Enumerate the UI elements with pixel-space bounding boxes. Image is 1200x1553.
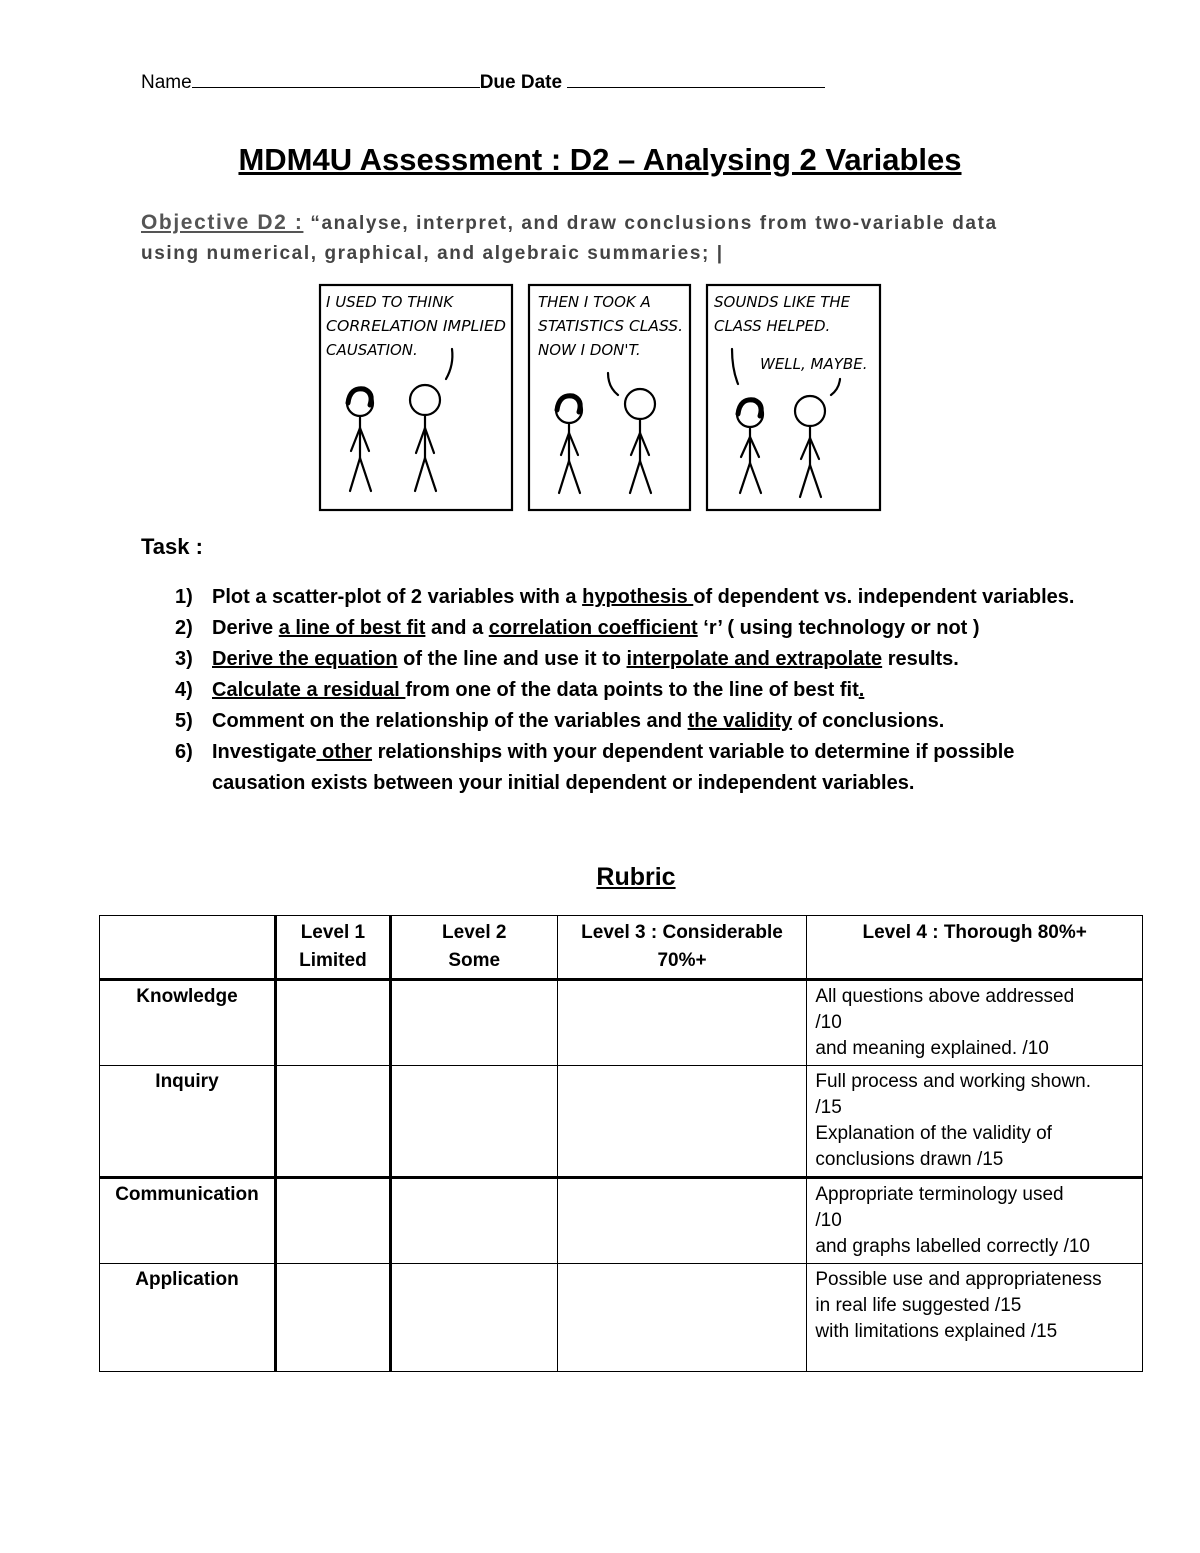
task-number: 5) [175,710,193,732]
rubric-category: Knowledge [100,980,276,1066]
task-text: and a [425,617,489,639]
due-date-field[interactable] [567,73,825,88]
task-text: the validity [687,710,793,732]
task-text: correlation coefficient [488,617,698,639]
task-text: Plot a scatter-plot of 2 variables with a [212,586,583,608]
task-text: of the line and use it to [397,648,627,670]
rubric-desc-line: Appropriate terminology used [815,1184,1064,1205]
comic-text-3a: SOUNDS LIKE THE [714,293,851,311]
objective-label: Objective D2 : [141,211,304,234]
comic-figure-man [410,385,440,491]
rubric-header-level3: Level 3 : Considerable 70%+ [557,916,807,980]
comic-text-3c: WELL, MAYBE. [760,355,868,373]
task-number: 1) [175,586,193,608]
task-number: 3) [175,648,193,670]
rubric-cell [275,1178,390,1264]
task-item [175,675,1075,706]
task-text: relationships with your dependent variable to determine if possible causation exists between your initial dependent or independent variables. [212,741,1015,794]
name-field[interactable] [192,73,480,88]
comic-text-2b: STATISTICS CLASS. [538,317,683,335]
comic-figure-woman [347,389,373,491]
rubric-cell [390,1178,557,1264]
comic-text-1b: CORRELATION IMPLIED [326,317,506,335]
rubric-row-communication [100,1178,1143,1264]
rubric-header-blank [100,916,276,980]
rubric-desc-line: Explanation of the validity of [815,1123,1052,1144]
rubric-cell [275,1264,390,1372]
task-text: other [316,741,373,763]
task-text: interpolate and extrapolate [626,648,883,670]
task-item [175,582,1075,613]
comic-text-1c: CAUSATION. [326,341,418,359]
rubric-cell [390,1264,557,1372]
task-text: Derive [212,617,279,639]
rubric-header-level2: Level 2 Some [390,916,557,980]
task-text: ‘r’ ( using technology or not ) [697,617,980,639]
task-text: from one of the data points to the line of best fit [405,679,859,701]
task-list [175,582,1075,799]
rubric-category: Communication [100,1178,276,1264]
rubric-cell [557,1066,807,1178]
rubric-level4-desc [807,1066,1143,1178]
rubric-desc-line: /10 [815,1012,842,1033]
rubric-table [99,915,1143,1372]
correlation-comic [318,283,883,513]
rubric-desc-line: with limitations explained /15 [815,1321,1058,1342]
rubric-category: Inquiry [100,1066,276,1178]
page-title: MDM4U Assessment : D2 – Analysing 2 Variables [238,142,962,177]
rubric-row-inquiry [100,1066,1143,1178]
task-text: Calculate a residual [212,679,406,701]
rubric-header-level1: Level 1 Limited [275,916,390,980]
rubric-desc-line: /10 [815,1210,842,1231]
task-item [175,644,1075,675]
task-heading: Task : [141,534,203,559]
rubric-desc-line: Possible use and appropriateness [815,1269,1102,1290]
rubric-desc-line: and meaning explained. /10 [815,1038,1049,1059]
task-item [175,706,1075,737]
rubric-title: Rubric [596,863,676,891]
task-text: hypothesis [582,586,694,608]
rubric-cell [557,980,807,1066]
task-text: a line of best fit [278,617,426,639]
rubric-category: Application [100,1264,276,1372]
task-number: 2) [175,617,193,639]
rubric-row-knowledge [100,980,1143,1066]
rubric-desc-line: /15 [815,1097,842,1118]
task-text: . [858,679,865,701]
rubric-desc-line: in real life suggested /15 [815,1295,1022,1316]
rubric-desc-line: All questions above addressed [815,986,1075,1007]
rubric-level4-desc [807,1264,1143,1372]
name-label: Name [141,72,192,93]
rubric-header-level4: Level 4 : Thorough 80%+ [807,916,1143,980]
rubric-cell [557,1264,807,1372]
objective [141,208,1041,269]
task-text: results. [882,648,959,670]
rubric-cell [275,1066,390,1178]
task-text: of conclusions. [792,710,945,732]
task-number: 6) [175,741,193,763]
task-text: Investigate [212,741,317,763]
task-text: Comment on the relationship of the variables and [212,710,688,732]
comic-text-2a: THEN I TOOK A [538,293,651,311]
rubric-desc-line: conclusions drawn /15 [815,1149,1004,1170]
rubric-level4-desc [807,980,1143,1066]
due-date-label: Due Date [479,72,563,93]
rubric-row-application [100,1264,1143,1372]
rubric-desc-line: and graphs labelled correctly /10 [815,1236,1090,1257]
comic-text-1a: I USED TO THINK [326,293,454,311]
rubric-desc-line: Full process and working shown. [815,1071,1092,1092]
task-number: 4) [175,679,193,701]
rubric-cell [275,980,390,1066]
comic-text-3b: CLASS HELPED. [714,317,831,335]
rubric-cell [557,1178,807,1264]
task-text: of dependent vs. independent variables. [693,586,1075,608]
comic-text-2c: NOW I DON'T. [538,341,641,359]
rubric-cell [390,980,557,1066]
rubric-level4-desc [807,1178,1143,1264]
name-due-line [141,72,825,94]
task-text: Derive the equation [212,648,398,670]
rubric-cell [390,1066,557,1178]
task-item [175,613,1075,644]
rubric-header-row [100,916,1143,980]
task-item [175,737,1075,799]
objective-text: “analyse, interpret, and draw conclusions from two-variable data using numerical, graphical, and algebraic summaries; | [141,213,998,264]
